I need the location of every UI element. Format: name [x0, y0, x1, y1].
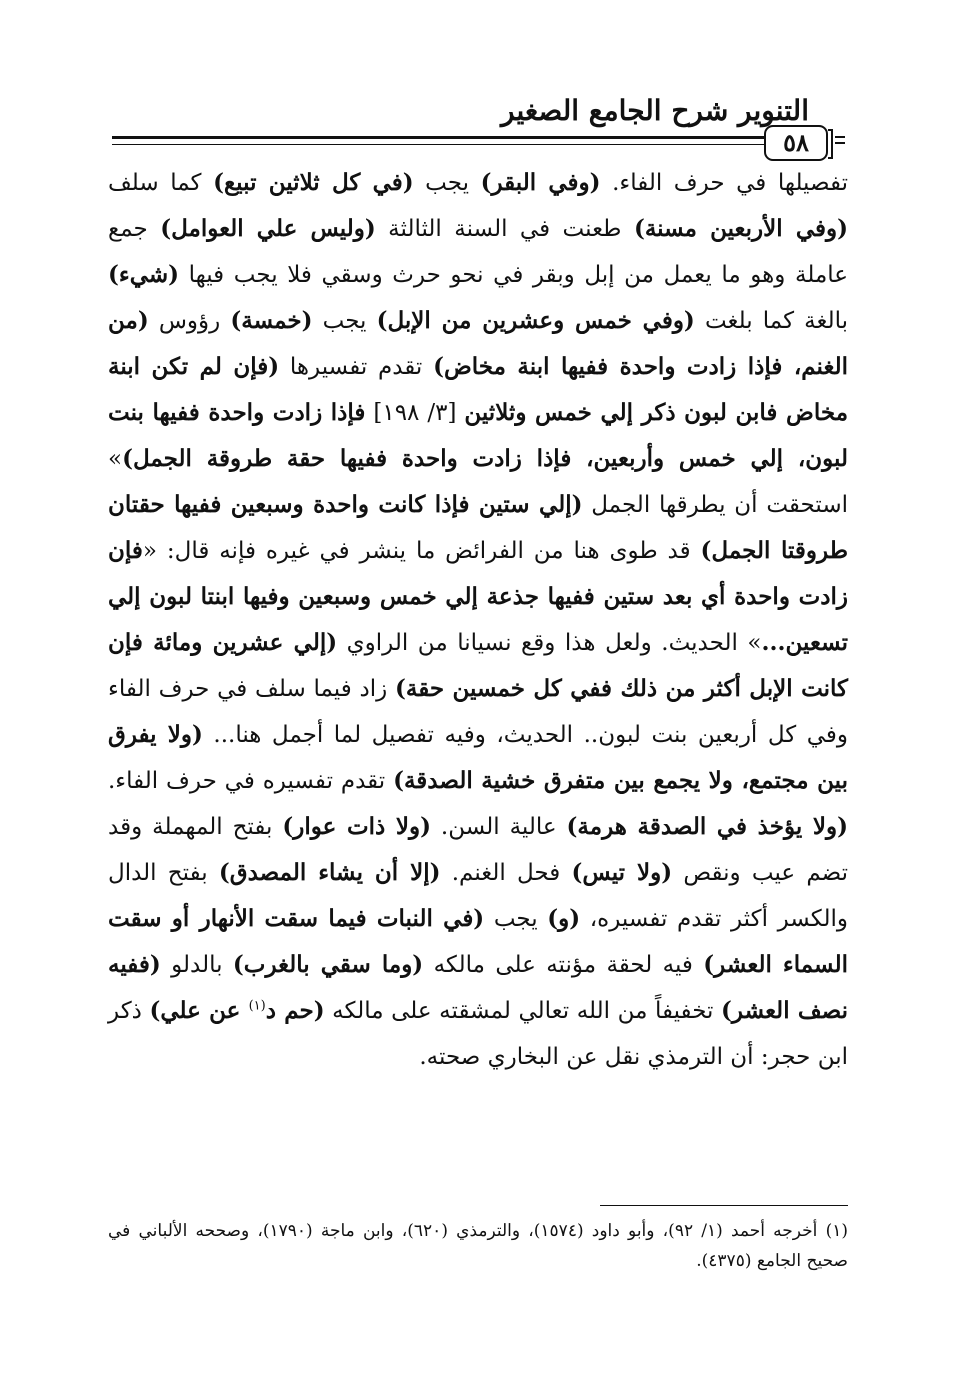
commentary-text: يجب	[484, 906, 548, 932]
commentary-text: تفصيلها في حرف الفاء.	[600, 170, 848, 196]
commentary-text: طعنت في السنة الثالثة	[375, 216, 634, 242]
commentary-text: يجب	[413, 170, 481, 196]
hadith-text: (وليس علي العوامل)	[160, 215, 376, 242]
commentary-text: تقدم تفسيرها	[279, 354, 434, 380]
commentary-text: تخفيفاً من الله تعالي لمشقته على مالكه	[324, 998, 721, 1024]
commentary-text: » استحقت أن يطرقها الجمل	[108, 446, 849, 518]
footnotes	[108, 1216, 848, 1276]
hadith-text: (ففيه نصف العشر)	[108, 951, 848, 1024]
hadith-text: (في النبات فيما سقت الأنهار أو سقت السماء العشر)	[108, 905, 848, 978]
commentary-text: بالغة كما بلغت	[694, 308, 848, 334]
hadith-text: (وفي البقر)	[480, 169, 601, 196]
page-box-equals-mark	[835, 136, 845, 146]
commentary-text: عالية السن.	[430, 814, 567, 840]
commentary-text: زاد فيما سلف في حرف الفاء وفي كل أربعين بنت لبون.. الحديث، وفيه تفصيل لما أجمل هنا...	[108, 676, 848, 748]
commentary-text: فيه لحقة مؤنته على مالكه	[423, 952, 704, 978]
hadith-text: (ولا ذات عوار)	[282, 813, 431, 840]
commentary-text: بفتح الدال والكسر أكثر تقدم تفسيره،	[108, 860, 848, 932]
hadith-text: (إلي ستين فإذا كانت واحدة وسبعين ففيها حقتان طروقتا الجمل)	[108, 491, 848, 564]
footnote-1: (١) أخرجه أحمد (١/ ٩٢)، وأبو داود (١٥٧٤)، والترمذي (٦٢٠)، وابن ماجة (١٧٩٠)، وصححه الألباني في صحيح الجامع (٤٣٧٥).	[108, 1221, 848, 1271]
commentary-text: بفتح المهملة وقد تضم عيب ونقص	[108, 814, 849, 886]
hadith-text: فإذا زادت واحدة ففيها بنت لبون، إلي خمس وأربعين، فإذا زادت واحدة ففيها حقة طروقة الجمل)	[108, 399, 848, 472]
commentary-text: بالدلو	[160, 952, 233, 978]
footnote-separator	[600, 1205, 848, 1206]
commentary-text: يجب	[312, 308, 377, 334]
hadith-text: (في كل ثلاثين تبيع)	[213, 169, 414, 196]
hadith-text: (و)	[547, 905, 581, 932]
hadith-text: (خمسة)	[230, 307, 313, 334]
hadith-text: (من الغنم، فإذا زادت واحدة ففيها ابنة مخاض)	[108, 307, 848, 380]
commentary-text: فحل الغنم.	[440, 860, 572, 886]
hadith-text: (فإن لم تكن ابنة مخاض فابن لبون ذكر إلي خمس وثلاثين	[108, 353, 849, 426]
commentary-text: [٣/ ١٩٨]	[365, 400, 465, 426]
page-number: ٥٨	[783, 128, 809, 157]
footnote-ref: (١)	[248, 998, 266, 1014]
hadith-text: (ولا يفرق بين مجتمع، ولا يجمع بين متفرق خشية الصدقة)	[108, 721, 848, 794]
header-rule-thick	[112, 136, 764, 139]
hadith-text: (وفي خمس وعشرين من الإبل)	[376, 307, 695, 334]
commentary-text: كما سلف	[108, 170, 214, 196]
running-header-title: التنوير شرح الجامع الصغير	[501, 94, 809, 127]
hadith-text: (ولا يؤخذ في الصدقة هرمة)	[566, 813, 848, 840]
commentary-text: » الحديث. ولعل هذا وقع نسيانا من الراوي	[337, 630, 762, 656]
hadith-text: (وفي الأربعين مسنة)	[633, 215, 848, 242]
hadith-text: (ولا تيس)	[571, 859, 673, 886]
hadith-text: (إلي عشرين ومائة فإن كانت الإبل أكثر من ذلك ففي كل خمسين حقة)	[108, 629, 849, 702]
hadith-text: فإن زادت واحدة أي بعد ستين ففيها جذعة إلي خمس وسبعين وفيها ابنتا لبون إلي تسعين...	[108, 537, 848, 656]
header-rule-thin	[112, 144, 764, 145]
hadith-text: (وما سقي بالغرب)	[232, 951, 424, 978]
page-box-tab	[828, 129, 833, 159]
commentary-text: جمع عاملة وهو ما يعمل من إبل وبقر في نحو حرث وسقي فلا يجب فيها	[108, 216, 848, 288]
commentary-text: رؤوس	[148, 308, 231, 334]
page-number-box	[764, 125, 828, 161]
hadith-text: (إلا أن يشاء المصدق)	[218, 859, 441, 886]
hadith-text: (شيء)	[108, 261, 180, 288]
main-text	[108, 160, 848, 1080]
commentary-text: قد طوى هنا من الفرائض ما ينشر في غيره فإنه قال: «	[142, 538, 701, 564]
hadith-text: عن علي)	[149, 997, 249, 1024]
commentary-text: تقدم تفسيره في حرف الفاء.	[108, 768, 394, 794]
hadith-text: (حم د	[265, 997, 325, 1024]
commentary-text: ذكر ابن حجر: أن الترمذي نقل عن البخاري صحته.	[108, 998, 848, 1070]
